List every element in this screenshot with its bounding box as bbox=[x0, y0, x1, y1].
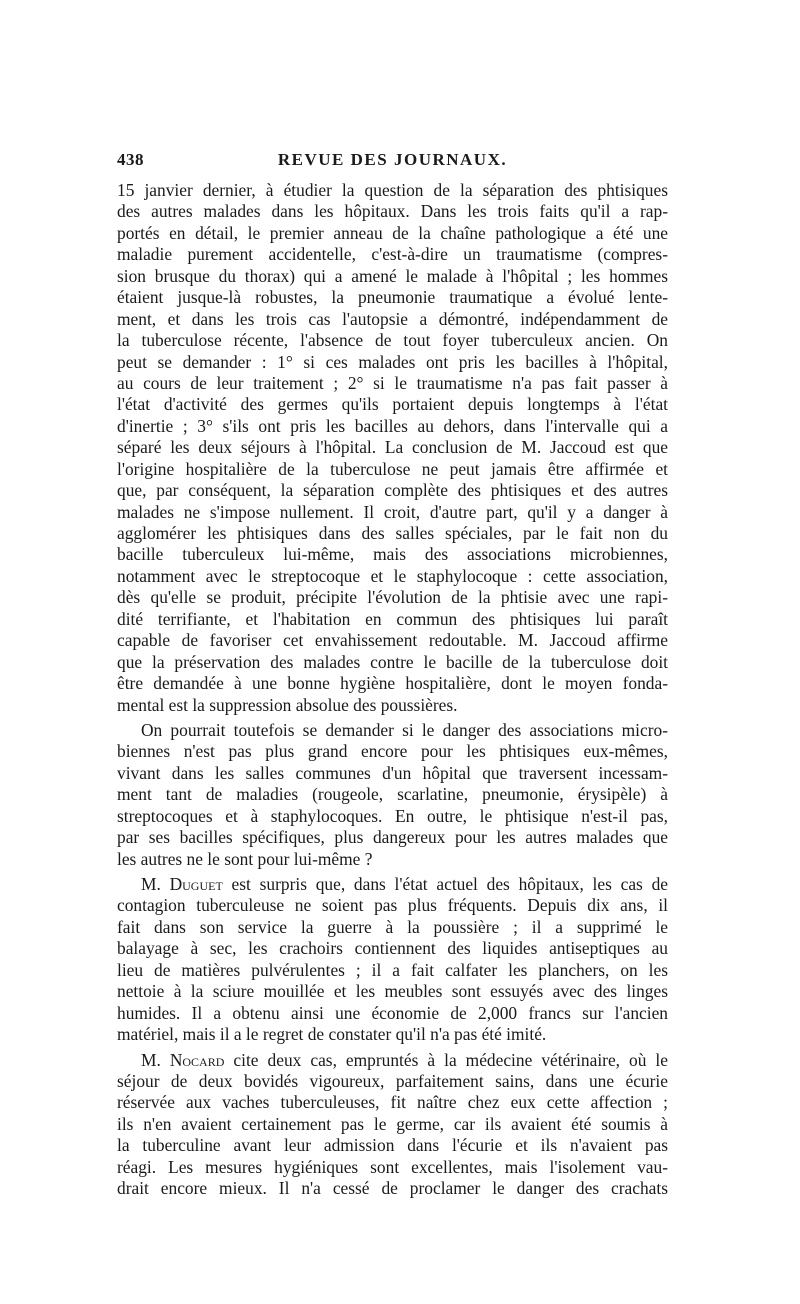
text-line: drait encore mieux. Il n'a cessé de proclamer le danger des crachats bbox=[117, 1178, 668, 1199]
paragraph-nocard bbox=[117, 1050, 668, 1200]
text-line: ment tant de maladies (rougeole, scarlatine, pneumonie, érysipèle) à bbox=[117, 784, 668, 805]
text-line: dès qu'elle se produit, précipite l'évolution de la phtisie avec une rapi- bbox=[117, 587, 668, 608]
text-line: l'origine hospitalière de la tuberculose ne peut jamais être affirmée et bbox=[117, 458, 668, 479]
text-line: des autres malades dans les hôpitaux. Dans les trois faits qu'il a rap- bbox=[117, 201, 668, 222]
text-line: réagi. Les mesures hygiéniques sont excellentes, mais l'isolement vau- bbox=[117, 1156, 668, 1177]
text-line: vivant dans les salles communes d'un hôpital que traversent incessam- bbox=[117, 762, 668, 783]
text-line: contagion tuberculeuse ne soient pas plus fréquents. Depuis dix ans, il bbox=[117, 895, 668, 916]
text-line: malades ne s'impose nullement. Il croit, d'autre part, qu'il y a danger à bbox=[117, 501, 668, 522]
text-line: être demandée à une bonne hygiène hospitalière, dont le moyen fonda- bbox=[117, 673, 668, 694]
text-line: séjour de deux bovidés vigoureux, parfaitement sains, dans une écurie bbox=[117, 1070, 668, 1091]
text-line: la tuberculose récente, l'absence de tout foyer tuberculeux ancien. On bbox=[117, 330, 668, 351]
text-line: réservée aux vaches tuberculeuses, fit naître chez eux cette affection ; bbox=[117, 1092, 668, 1113]
text-line-remainder: cite deux cas, empruntés à la médecine vétérinaire, où le bbox=[224, 1049, 668, 1070]
text-line: streptocoques et à staphylocoques. En outre, le phtisique n'est-il pas, bbox=[117, 805, 668, 826]
text-line: balayage à sec, les crachoirs contiennent des liquides antiseptiques au bbox=[117, 938, 668, 959]
text-line: bacille tuberculeux lui-même, mais des associations microbiennes, bbox=[117, 544, 668, 565]
text-line: 15 janvier dernier, à étudier la question de la séparation des phtisiques bbox=[117, 180, 668, 200]
paragraph-jaccoud-summary bbox=[117, 180, 668, 716]
speaker-name-nocard: Nocard bbox=[169, 1049, 225, 1070]
text-line: les autres ne le sont pour lui-même ? bbox=[117, 848, 373, 869]
text-line: ils n'en avaient certainement pas le germe, car ils avaient été soumis à bbox=[117, 1113, 668, 1134]
text-line: biennes n'est pas plus grand encore pour les phtisiques eux-mêmes, bbox=[117, 741, 668, 762]
text-line: par ses bacilles spécifiques, plus dangereux pour les autres malades que bbox=[117, 827, 668, 848]
text-line: lieu de matières pulvérulentes ; il a fait calfater les planchers, on les bbox=[117, 959, 668, 980]
text-line: au cours de leur traitement ; 2° si le traumatisme n'a pas fait passer à bbox=[117, 372, 668, 393]
text-line: que, par conséquent, la séparation complète des phtisiques et des autres bbox=[117, 480, 668, 501]
text-line: étaient jusque-là robustes, la pneumonie traumatique a évolué lente- bbox=[117, 287, 668, 308]
page-number: 438 bbox=[117, 150, 144, 169]
running-head bbox=[117, 150, 668, 176]
text-line: l'état d'activité des germes qu'ils portaient depuis longtemps à l'état bbox=[117, 394, 668, 415]
text-line: nettoie à la sciure mouillée et les meubles sont essuyés avec des linges bbox=[117, 981, 668, 1002]
text-line: mental est la suppression absolue des poussières. bbox=[117, 694, 458, 715]
text-line bbox=[117, 874, 668, 895]
text-line bbox=[117, 1050, 668, 1071]
text-line: capable de favoriser cet envahissement redoutable. M. Jaccoud affirme bbox=[117, 630, 668, 651]
text-line: On pourrait toutefois se demander si le danger des associations micro- bbox=[141, 719, 668, 740]
text-line: ment, et dans les trois cas l'autopsie a démontré, indépendamment de bbox=[117, 308, 668, 329]
speaker-prefix: M. bbox=[141, 1049, 170, 1070]
text-line: séparé les deux séjours à l'hôpital. La conclusion de M. Jaccoud est que bbox=[117, 437, 668, 458]
document-page bbox=[117, 150, 668, 1204]
text-line: la tuberculine avant leur admission dans l'écurie et ils n'avaient pas bbox=[117, 1135, 668, 1156]
text-line: fait dans son service la guerre à la poussière ; il a supprimé le bbox=[117, 916, 668, 937]
text-line: peut se demander : 1° si ces malades ont pris les bacilles à l'hôpital, bbox=[117, 351, 668, 372]
text-line: dité terrifiante, et l'habitation en commun des phtisiques lui paraît bbox=[117, 608, 668, 629]
speaker-prefix: M. bbox=[141, 874, 170, 894]
text-line: que la préservation des malades contre le bacille de la tuberculose doit bbox=[117, 651, 668, 672]
text-line: humides. Il a obtenu ainsi une économie de 2,000 francs sur l'ancien bbox=[117, 1002, 668, 1023]
text-line: maladie purement accidentelle, c'est-à-dire un traumatisme (compres- bbox=[117, 244, 668, 265]
text-line: sion brusque du thorax) qui a amené le malade à l'hôpital ; les hommes bbox=[117, 265, 668, 286]
text-line: notamment avec le streptocoque et le staphylocoque : cette association, bbox=[117, 565, 668, 586]
text-line: portés en détail, le premier anneau de la chaîne pathologique a été une bbox=[117, 222, 668, 243]
text-line: agglomérer les phtisiques dans des salles spéciales, par le fait non du bbox=[117, 523, 668, 543]
text-line-remainder: est surpris que, dans l'état actuel des hôpitaux, les cas de bbox=[222, 874, 668, 894]
text-line: d'inertie ; 3° s'ils ont pris les bacilles au dehors, dans l'intervalle qui a bbox=[117, 415, 668, 436]
text-line: matériel, mais il a le regret de constater qu'il n'a pas été imité. bbox=[117, 1024, 547, 1045]
journal-title: REVUE DES JOURNAUX. bbox=[277, 150, 508, 169]
speaker-name-duguet: Duguet bbox=[169, 874, 223, 894]
paragraph-duguet bbox=[117, 874, 668, 1046]
paragraph-microbial-associations bbox=[117, 720, 668, 870]
